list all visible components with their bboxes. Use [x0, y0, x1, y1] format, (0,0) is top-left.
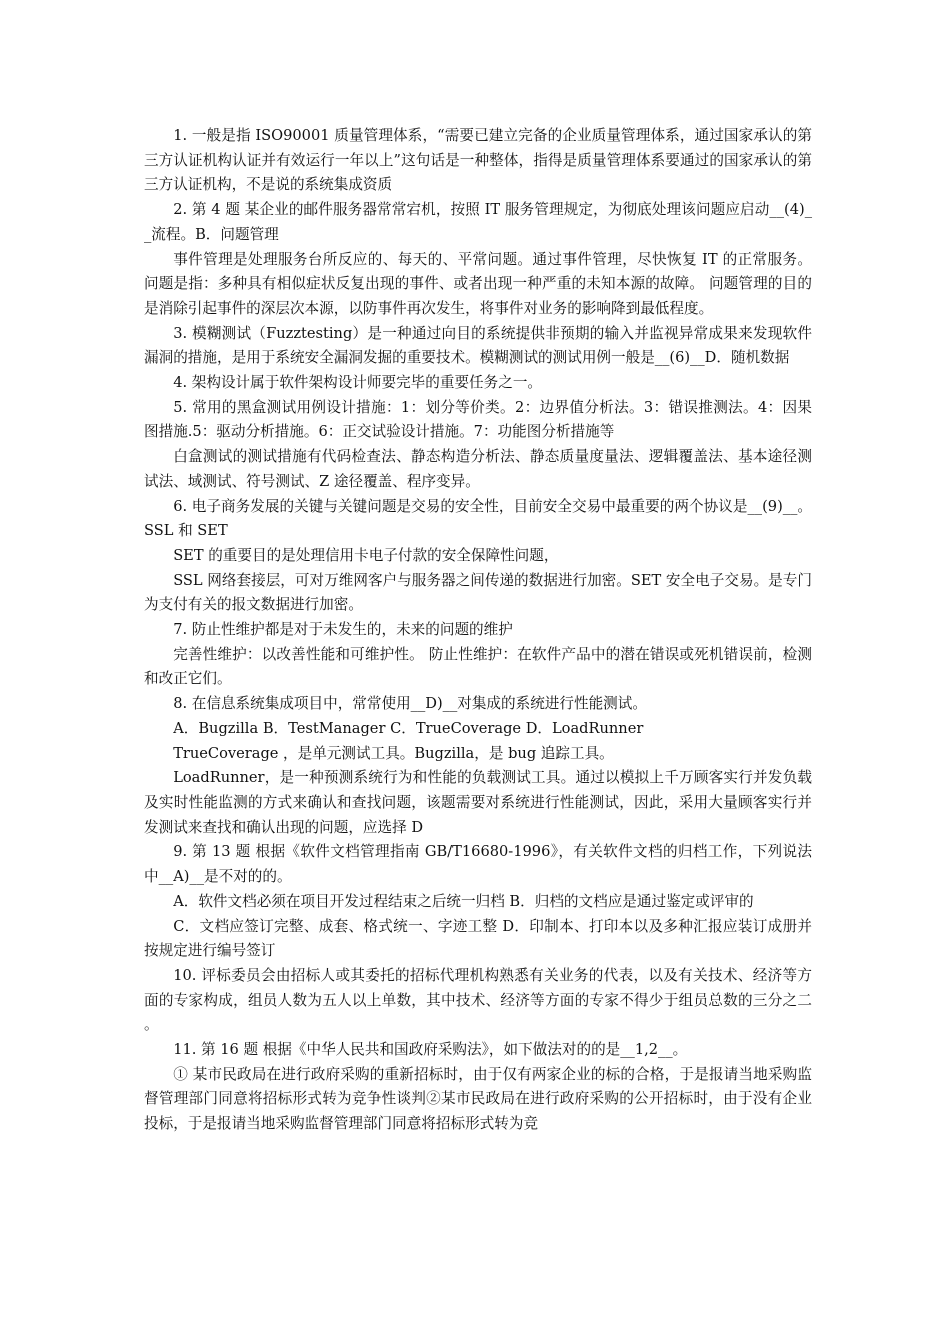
- paragraph-q9-options-cd: C．文档应签订完整、成套、格式统一、字迹工整 D．印制本、打印本以及多种汇报应装订成册并按规定进行编号签订: [144, 917, 812, 960]
- paragraph-q2: 2. 第 4 题 某企业的邮件服务器常常宕机，按照 IT 服务管理规定，为彻底处理该问题应启动__(4)__流程。B．问题管理: [144, 201, 812, 243]
- paragraph-q9-options-ab: A．软件文档必须在项目开发过程结束之后统一归档 B．归档的文档应是通过鉴定或评审的: [173, 892, 754, 910]
- paragraph-q1: 1. 一般是指 ISO90001 质量管理体系，“需要已建立完备的企业质量管理体系，通过国家承认的第三方认证机构认证并有效运行一年以上”这句话是一种整体，指得是质量管理体系要通过的国家承认的第三方认证机构，不是说的系统集成资质: [144, 127, 812, 194]
- paragraph-q6-ssl: SSL 网络套接层，可对万维网客户与服务器之间传递的数据进行加密。SET 安全电子交易。是专门为支付有关的报文数据进行加密。: [144, 571, 812, 614]
- paragraph-q9: 9. 第 13 题 根据《软件文档管理指南 GB/T16680-1996》，有关软件文档的归档工作，下列说法中__A)__是不对的的。: [144, 843, 812, 886]
- paragraph-q2-explanation: 事件管理是处理服务台所反应的、每天的、平常问题。通过事件管理，尽快恢复 IT 的正常服务。 问题是指：多种具有相似症状反复出现的事件、或者出现一种严重的未知本源的故障。 问题管理的目的是消除引起事件的深层次本源，以防事件再次发生，将事件对业务的影响降到最低程度。: [144, 250, 812, 317]
- paragraph-q6: 6. 电子商务发展的关键与关键问题是交易的安全性，目前安全交易中最重要的两个协议是__(9)__。SSL 和 SET: [144, 497, 812, 540]
- paragraph-q10: 10. 评标委员会由招标人或其委托的招标代理机构熟悉有关业务的代表，以及有关技术、经济等方面的专家构成，组员人数为五人以上单数，其中技术、经济等方面的专家不得少于组员总数的三分之二。: [144, 966, 812, 1034]
- paragraph-q11-items: ① 某市民政局在进行政府采购的重新招标时，由于仅有两家企业的标的合格，于是报请当地采购监督管理部门同意将招标形式转为竞争性谈判②某市民政局在进行政府采购的公开招标时，由于没有企业投标，于是报请当地采购监督管理部门同意将招标形式转为竞: [144, 1065, 812, 1133]
- paragraph-q5: 5. 常用的黑盒测试用例设计措施：1：划分等价类。2：边界值分析法。3：错误推测法。4：因果图措施.5：驱动分析措施。6：正交试验设计措施。7：功能图分析措施等: [144, 398, 812, 441]
- paragraph-q7-explanation: 完善性维护：以改善性能和可维护性。 防止性维护：在软件产品中的潜在错误或死机错误前，检测和改正它们。: [144, 645, 812, 688]
- paragraph-q3: 3. 模糊测试（Fuzztesting）是一种通过向目的系统提供非预期的输入并监视异常成果来发现软件漏洞的措施，是用于系统安全漏洞发掘的重要技术。模糊测试的测试用例一般是__(6)__D．随机数据: [144, 324, 812, 367]
- paragraph-q7: 7. 防止性维护都是对于未发生的，未来的问题的维护: [173, 621, 513, 639]
- paragraph-q8: 8. 在信息系统集成项目中，常常使用__D)__对集成的系统进行性能测试。: [173, 695, 647, 713]
- paragraph-q8-truecoverage: TrueCoverage ，是单元测试工具。Bugzilla，是 bug 追踪工具。: [173, 744, 614, 762]
- paragraph-q8-loadrunner: LoadRunner，是一种预测系统行为和性能的负载测试工具。通过以模拟上千万顾客实行并发负载及实时性能监测的方式来确认和查找问题，该题需要对系统进行性能测试，因此，采用大量顾客实行并发测试来查找和确认出现的问题，应选择 D: [144, 769, 812, 836]
- paragraph-q11: 11. 第 16 题 根据《中华人民共和国政府采购法》，如下做法对的的是__1,2__。: [173, 1041, 688, 1059]
- paragraph-q6-set: SET 的重要目的是处理信用卡电子付款的安全保障性问题，: [173, 546, 559, 564]
- document-body: [144, 124, 812, 1137]
- paragraph-q5-whitebox: 白盒测试的测试措施有代码检查法、静态构造分析法、静态质量度量法、逻辑覆盖法、基本途径测试法、域测试、符号测试、Z 途径覆盖、程序变异。: [144, 448, 812, 490]
- paragraph-q4: 4. 架构设计属于软件架构设计师要完毕的重要任务之一。: [173, 374, 543, 392]
- paragraph-q8-options: A．Bugzilla B．TestManager C．TrueCoverage D．LoadRunner: [173, 719, 644, 737]
